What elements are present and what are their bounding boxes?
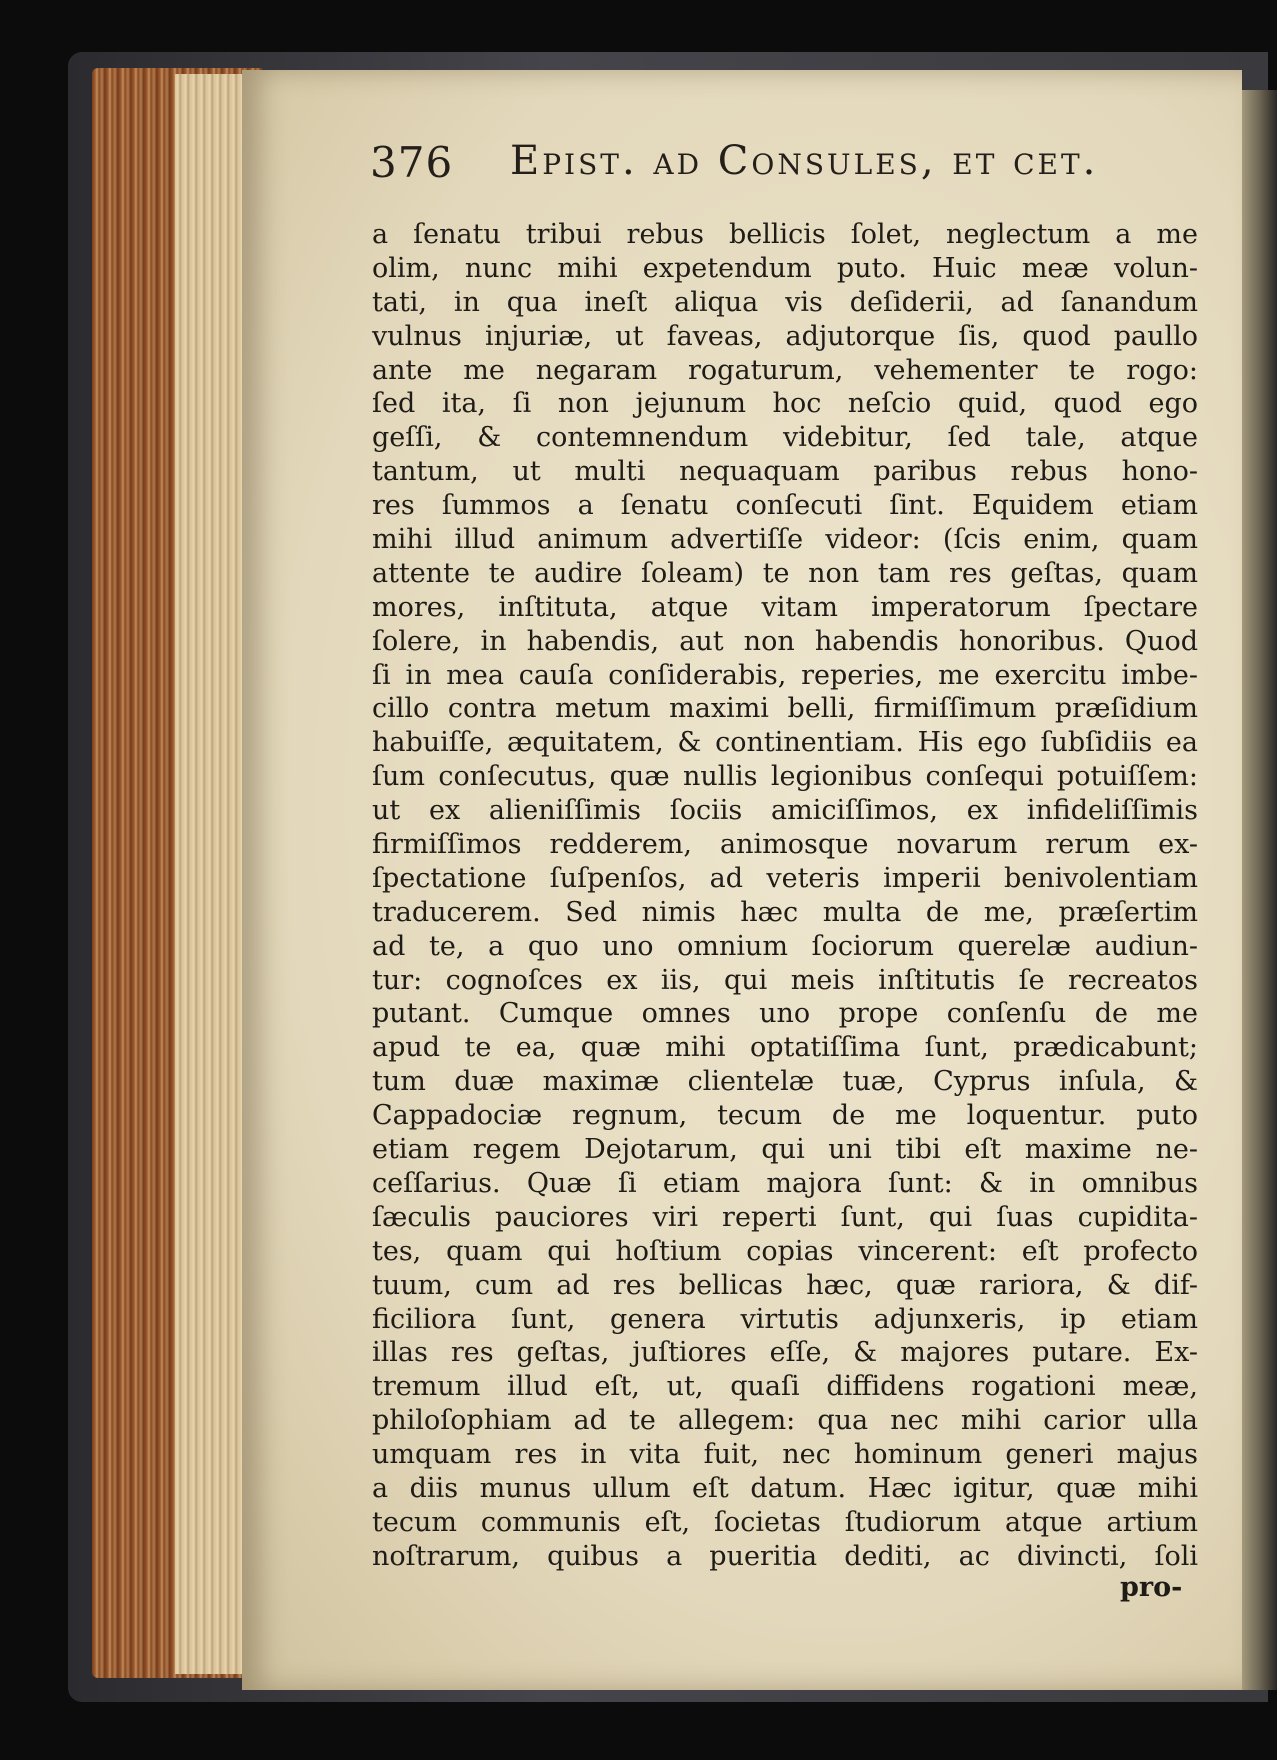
text-line: ut ex alieniſſimis ſociis amiciſſimos, ex infideliſſimis (372, 795, 1198, 827)
text-line: ante me negaram rogaturum, vehementer te rogo: (372, 354, 1198, 386)
text-line: geſſi, & contemnendum videbitur, ſed tale, atque (372, 422, 1198, 454)
text-line: ficiliora ſunt, genera virtutis adjunxeris, ip etiam (372, 1303, 1198, 1335)
text-line: ceſſarius. Quæ ſi etiam majora ſunt: & in omnibus (372, 1167, 1198, 1199)
text-line: ſpectatione ſuſpenſos, ad veteris imperii benivolentiam (372, 862, 1198, 894)
text-line: tati, in qua ineſt aliqua vis deſiderii, ad ſanandum (372, 286, 1198, 318)
text-line: putant. Cumque omnes uno prope conſenſu de me (372, 998, 1198, 1030)
text-line: apud te ea, quæ mihi optatiſſima ſunt, prædicabunt; (372, 1032, 1198, 1064)
text-line: res ſummos a ſenatu conſecuti ſint. Equidem etiam (372, 490, 1198, 522)
text-line: philoſophiam ad te allegem: qua nec mihi carior ulla (372, 1405, 1198, 1437)
text-line: ſum conſecutus, quæ nullis legionibus conſequi potuiſſem: (372, 761, 1198, 793)
text-line: tur: cognoſces ex iis, qui meis inſtitutis ſe recreatos (372, 964, 1198, 996)
text-line: a ſenatu tribui rebus bellicis ſolet, neglectum a me (372, 219, 1198, 250)
text-line: tum duæ maximæ clientelæ tuæ, Cyprus inſula, & (372, 1066, 1198, 1098)
text-line: ſed ita, ſi non jejunum hoc neſcio quid, quod ego (372, 388, 1198, 420)
body-text (372, 218, 1198, 1574)
text-line: habuiſſe, æquitatem, & continentiam. His ego ſubſidiis ea (372, 727, 1198, 759)
text-line: umquam res in vita fuit, nec hominum generi majus (372, 1439, 1198, 1471)
running-title: Epist. ad Consules, et cet. (510, 138, 1099, 184)
text-line: mores, inſtituta, atque vitam imperatorum ſpectare (372, 591, 1198, 623)
text-line: firmiſſimos redderem, animosque novarum rerum ex- (372, 829, 1198, 861)
text-line: a diis munus ullum eſt datum. Hæc igitur, quæ mihi (372, 1472, 1198, 1504)
running-head (370, 138, 1130, 198)
text-line: ſæculis pauciores viri reperti ſunt, qui ſuas cupidita- (372, 1201, 1198, 1233)
text-line: ſolere, in habendis, aut non habendis honoribus. Quod (372, 625, 1198, 657)
text-line: attente te audire ſoleam) te non tam res geſtas, quam (372, 557, 1198, 589)
text-line: tantum, ut multi nequaquam paribus rebus hono- (372, 456, 1198, 488)
text-line: vulnus injuriæ, ut faveas, adjutorque ſis, quod paullo (372, 320, 1198, 352)
text-line: olim, nunc mihi expetendum puto. Huic meæ volun- (372, 252, 1198, 284)
text-line: traducerem. Sed nimis hæc multa de me, præſertim (372, 896, 1198, 928)
text-line: noſtrarum, quibus a pueritia dediti, ac divincti, ſoli (372, 1540, 1198, 1572)
text-line: etiam regem Dejotarum, qui uni tibi eſt maxime ne- (372, 1134, 1198, 1166)
text-line: tes, quam qui hoſtium copias vincerent: eſt profecto (372, 1235, 1198, 1267)
text-line: mihi illud animum advertiſſe videor: (ſcis enim, quam (372, 524, 1198, 556)
text-line: tecum communis eſt, ſocietas ſtudiorum atque artium (372, 1506, 1198, 1538)
text-line: ad te, a quo uno omnium ſociorum querelæ audiun- (372, 930, 1198, 962)
text-line: tuum, cum ad res bellicas hæc, quæ rariora, & dif- (372, 1269, 1198, 1301)
catchword: pro- (1120, 1572, 1183, 1603)
text-line: ſi in mea cauſa conſiderabis, reperies, me exercitu imbe- (372, 659, 1198, 691)
text-line: Cappadociæ regnum, tecum de me loquentur. puto (372, 1100, 1198, 1132)
page-number: 376 (370, 138, 454, 187)
text-line: cillo contra metum maximi belli, firmiſſimum præſidium (372, 693, 1198, 725)
text-line: tremum illud eſt, ut, quaſi diffidens rogationi meæ, (372, 1371, 1198, 1403)
text-line: illas res geſtas, juſtiores eſſe, & majores putare. Ex- (372, 1337, 1198, 1369)
